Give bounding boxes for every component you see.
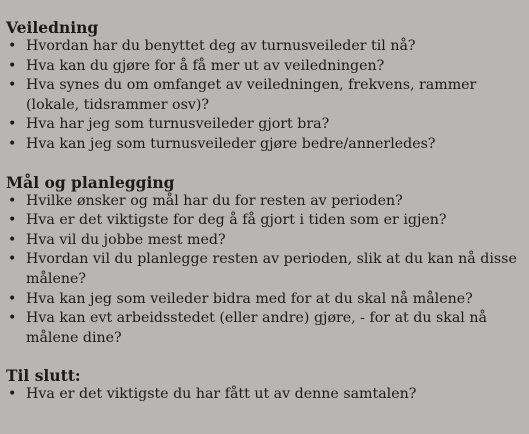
section-heading: Til slutt:	[6, 366, 81, 386]
list-item-text: Hva er det viktigste for deg å få gjort i tiden som er igjen?	[26, 212, 447, 229]
bullet-icon: •	[8, 116, 17, 133]
bullet-icon: •	[8, 231, 17, 248]
list-item	[6, 309, 519, 348]
bullet-icon: •	[8, 251, 17, 268]
list-item	[6, 385, 519, 405]
list-item-text: Hvilke ønsker og mål har du for resten av perioden?	[26, 192, 403, 209]
list-item-text: Hva kan evt arbeidsstedet (eller andre) gjøre, - for at du skal nå målene dine?	[26, 310, 487, 346]
list-item-text: Hvordan har du benyttet deg av turnusveileder til nå?	[26, 38, 416, 54]
section-til-slutt	[6, 366, 519, 405]
bullet-icon: •	[8, 57, 17, 74]
section-veiledning	[6, 18, 519, 155]
bullet-icon: •	[8, 38, 17, 54]
list-item-text: Hva har jeg som turnusveileder gjort bra?	[26, 116, 330, 133]
bullet-icon: •	[8, 135, 17, 152]
list-item-text: Hva kan du gjøre for å få mer ut av veiledningen?	[26, 57, 385, 74]
bullet-icon: •	[8, 192, 17, 209]
bullet-icon: •	[8, 386, 17, 403]
list-item-text: Hva er det viktigste du har fått ut av denne samtalen?	[26, 386, 417, 403]
bullet-icon: •	[8, 290, 17, 307]
list-item-text: Hva vil du jobbe mest med?	[26, 231, 226, 248]
list-item	[6, 250, 519, 289]
list-item-text: Hva kan jeg som turnusveileder gjøre bedre/annerledes?	[26, 135, 436, 152]
list-item-text: Hvordan vil du planlegge resten av perioden, slik at du kan nå disse målene?	[26, 251, 517, 287]
question-list	[6, 385, 519, 405]
list-item	[6, 115, 519, 135]
list-item	[6, 135, 519, 155]
section-heading: Mål og planlegging	[6, 172, 175, 192]
bullet-icon: •	[8, 77, 17, 94]
list-item	[6, 290, 519, 310]
list-item	[6, 37, 519, 57]
bullet-icon: •	[8, 212, 17, 229]
list-item	[6, 57, 519, 77]
list-item	[6, 211, 519, 231]
list-item	[6, 192, 519, 212]
bullet-icon: •	[8, 310, 17, 327]
list-item	[6, 76, 519, 115]
section-mal-og-planlegging	[6, 173, 519, 349]
section-heading: Veiledning	[6, 18, 99, 37]
list-item-text: Hva synes du om omfanget av veiledningen, frekvens, rammer (lokale, tidsrammer osv)?	[26, 77, 477, 113]
list-item-text: Hva kan jeg som veileder bidra med for at du skal nå målene?	[26, 290, 473, 307]
question-list	[6, 37, 519, 155]
question-list	[6, 192, 519, 349]
list-item	[6, 231, 519, 251]
